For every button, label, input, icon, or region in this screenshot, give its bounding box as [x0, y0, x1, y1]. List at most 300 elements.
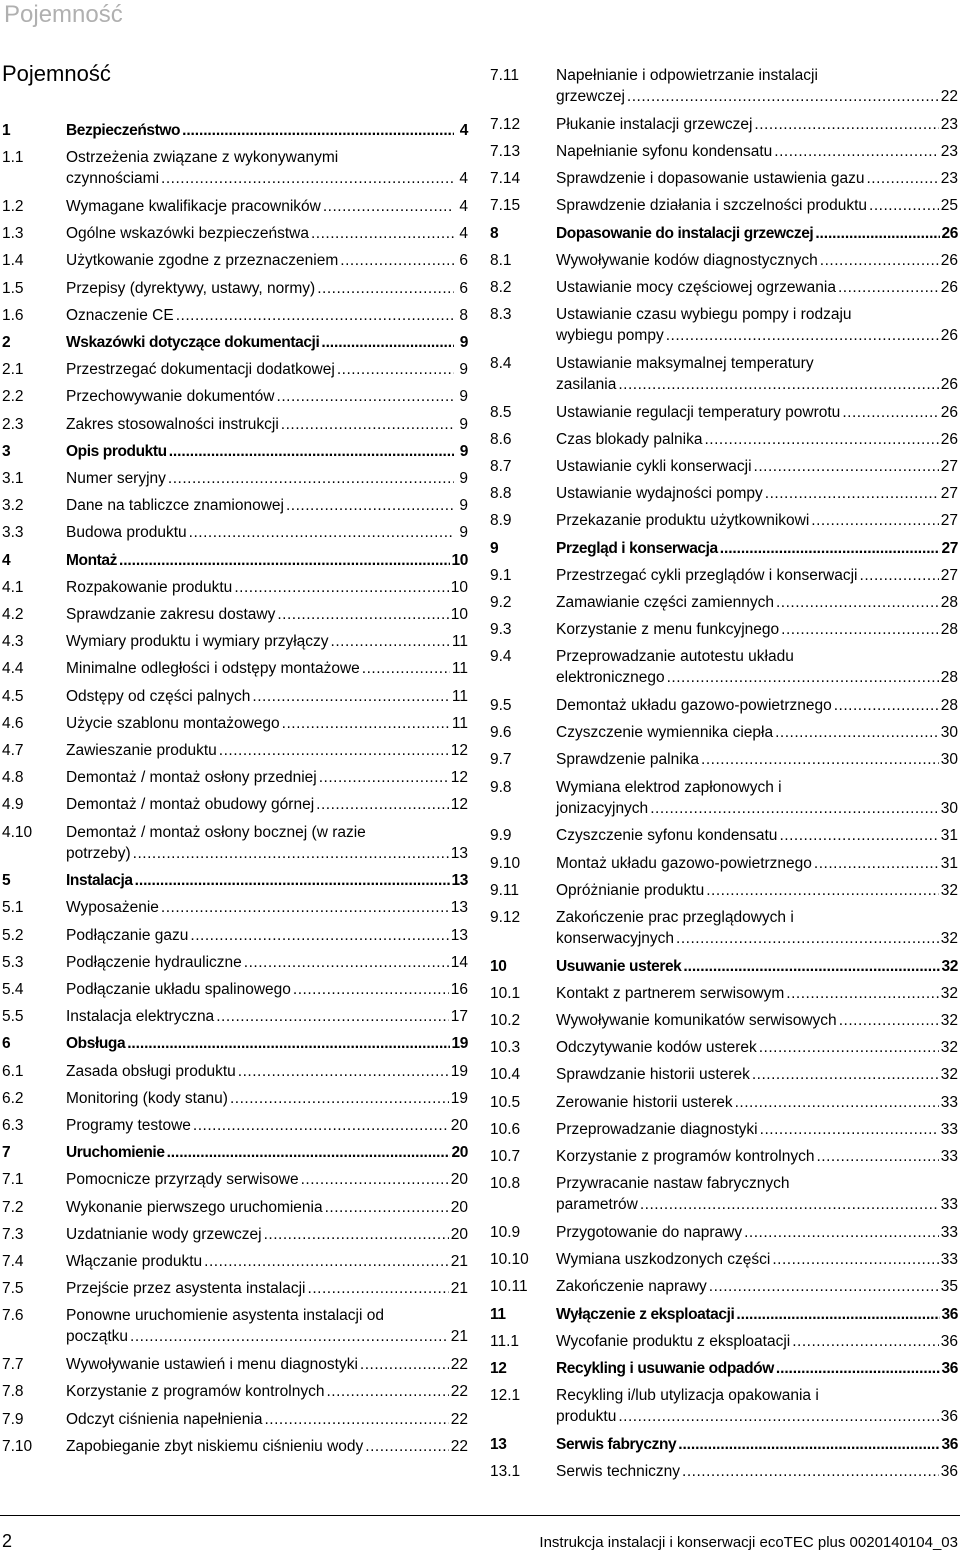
- toc-page-number: 11: [451, 687, 468, 705]
- dot-leader: [869, 195, 939, 216]
- dot-leader: [754, 114, 938, 135]
- toc-entry-number: 8.4: [490, 354, 512, 372]
- toc-entry-number: 3.2: [2, 497, 24, 515]
- dot-leader: [193, 1115, 449, 1136]
- toc-page-number: 32: [940, 929, 958, 947]
- dot-leader: [735, 1092, 939, 1113]
- document-title: Instrukcja instalacji i konserwacji ecoTEC plus 0020140104_03: [539, 1534, 958, 1551]
- toc-page-number: 13: [450, 899, 468, 917]
- dot-leader: [277, 386, 455, 407]
- toc-entry-title: Wymagane kwalifikacje pracowników: [66, 197, 321, 215]
- dot-leader: [127, 1033, 449, 1054]
- dot-leader: [860, 565, 939, 586]
- toc-entry-title: Wyposażenie: [66, 899, 159, 917]
- toc-entry-number: 4: [2, 551, 11, 569]
- toc-page-number: 13: [450, 926, 468, 944]
- toc-entry-title: Wywoływanie komunikatów serwisowych: [556, 1012, 837, 1029]
- toc-page-number: 11: [451, 633, 468, 651]
- toc-entry-title: Dane na tabliczce znamionowej: [66, 497, 284, 515]
- dot-leader: [316, 794, 449, 815]
- toc-page-number: 11: [451, 660, 468, 678]
- toc-entry-number: 9: [490, 539, 499, 557]
- toc-entry-title: Użycie szablonu montażowego: [66, 714, 280, 732]
- toc-entry-title: konserwacyjnych: [556, 929, 675, 947]
- toc-page-number: 33: [940, 1196, 958, 1214]
- toc-entry-number: 4.1: [2, 578, 24, 596]
- toc-page-number: 32: [940, 1012, 958, 1029]
- toc-page-number: 4: [459, 225, 468, 243]
- toc-entry-number: 7.13: [490, 142, 521, 160]
- dot-leader: [786, 983, 938, 1004]
- toc-entry-number: 7.1: [2, 1171, 24, 1189]
- toc-entry-number: 5: [2, 872, 11, 890]
- toc-entry-number: 10.11: [490, 1278, 528, 1296]
- dot-leader: [774, 141, 938, 162]
- toc-entry-number: 6: [2, 1035, 11, 1053]
- toc-page-number: 28: [940, 697, 958, 714]
- toc-page-number: 9: [459, 361, 468, 379]
- toc-entry-number: 4.8: [2, 769, 24, 787]
- toc-entry-title: Przechowywanie dokumentów: [66, 388, 275, 406]
- toc-page-number: 22: [450, 1356, 468, 1374]
- toc-entry-title: Przygotowanie do naprawy: [556, 1223, 743, 1241]
- dot-leader: [176, 305, 454, 326]
- dot-leader: [135, 870, 450, 891]
- toc-page-number: 20: [450, 1117, 468, 1134]
- toc-entry-title: Przegląd i konserwacja: [556, 539, 718, 557]
- dot-leader: [331, 631, 450, 652]
- toc-page-number: 36: [941, 1435, 958, 1453]
- dot-leader: [618, 374, 938, 395]
- toc-entry-title: początku: [66, 1328, 129, 1346]
- toc-entry-title: Wywoływanie kodów diagnostycznych: [556, 251, 818, 269]
- toc-entry-number: 7.8: [2, 1383, 24, 1401]
- toc-entry-number: 11.1: [490, 1332, 520, 1350]
- toc-entry-title: Ustawianie czasu wybiegu pompy i rodzaju: [556, 306, 852, 324]
- toc-entry-number: 9.10: [490, 854, 521, 872]
- toc-page-number: 30: [940, 724, 958, 742]
- toc-entry-number: 3.3: [2, 524, 24, 542]
- toc-entry-number: 4.4: [2, 660, 24, 678]
- toc-entry-number: 4.3: [2, 633, 24, 651]
- toc-page-number: 23: [940, 170, 958, 188]
- dot-leader: [779, 825, 938, 846]
- toc-entry-number: 1.6: [2, 306, 24, 324]
- toc-entry-title: Bezpieczeństwo: [66, 122, 181, 139]
- dot-leader: [776, 592, 939, 613]
- dot-leader: [701, 749, 939, 770]
- toc-entry-title: Budowa produktu: [66, 524, 187, 542]
- toc-page-number: 27: [940, 485, 958, 503]
- toc-page-number: 6: [459, 252, 468, 270]
- toc-page-number: 33: [940, 1120, 958, 1138]
- toc-entry-number: 12: [490, 1359, 507, 1377]
- toc-entry-title: Recykling i/lub utylizacja opakowania i: [556, 1387, 819, 1405]
- dot-leader: [752, 1064, 939, 1085]
- toc-entry-number: 10.3: [490, 1039, 521, 1057]
- toc-entry-title: Demontaż / montaż osłony bocznej (w razie: [66, 823, 366, 841]
- dot-leader: [167, 1142, 450, 1163]
- toc-entry-title: Odczyt ciśnienia napełnienia: [66, 1410, 263, 1428]
- toc-entry-title: Oznaczenie CE: [66, 306, 174, 324]
- toc-entry-title: Podłączanie gazu: [66, 926, 189, 944]
- dot-leader: [792, 1331, 939, 1352]
- toc-entry-number: 6.3: [2, 1117, 24, 1134]
- dot-leader: [317, 278, 454, 299]
- toc-entry-number: 10.6: [490, 1120, 521, 1138]
- toc-page-number: 27: [940, 457, 958, 475]
- dot-leader: [168, 468, 454, 489]
- toc-page-number: 26: [940, 327, 958, 345]
- dot-leader: [182, 120, 454, 141]
- toc-entry-title: grzewczej: [556, 88, 625, 105]
- toc-page-number: 36: [941, 1305, 958, 1323]
- dot-leader: [776, 1358, 940, 1379]
- toc-page-number: 23: [940, 142, 958, 160]
- toc-page-number: 4: [459, 170, 468, 188]
- toc-entry-title: Zakres stosowalności instrukcji: [66, 415, 279, 433]
- dot-leader: [234, 577, 448, 598]
- toc-page-number: 33: [940, 1148, 958, 1165]
- toc-entry-number: 7.14: [490, 170, 521, 188]
- toc-page-number: 32: [940, 1066, 958, 1084]
- toc-entry-title: Wywoływanie ustawień i menu diagnostyki: [66, 1356, 358, 1374]
- toc-entry-number: 10.5: [490, 1093, 521, 1111]
- toc-entry-title: Demontaż / montaż osłony przedniej: [66, 769, 317, 787]
- toc-entry-title: Uzdatnianie wody grzewczej: [66, 1225, 262, 1243]
- dot-leader: [282, 713, 450, 734]
- dot-leader: [706, 880, 939, 901]
- toc-entry-number: 10.2: [490, 1012, 521, 1029]
- toc-entry-title: Włączanie produktu: [66, 1253, 203, 1270]
- toc-entry-number: 5.4: [2, 981, 24, 998]
- dot-leader: [667, 667, 939, 688]
- dot-leader: [238, 1061, 449, 1082]
- toc-entry-number: 9.7: [490, 751, 512, 769]
- toc-entry-title: Programy testowe: [66, 1117, 191, 1134]
- toc-entry-title: Przejście przez asystenta instalacji: [66, 1280, 306, 1298]
- dot-leader: [640, 1194, 939, 1215]
- dot-leader: [216, 1006, 449, 1027]
- toc-page-number: 23: [940, 115, 958, 133]
- toc-entry-number: 9.3: [490, 621, 512, 639]
- toc-entry-number: 13.1: [490, 1463, 521, 1480]
- toc-entry-title: Przestrzegać cykli przeglądów i konserwacji: [556, 566, 858, 584]
- toc-page-number: 31: [940, 827, 958, 845]
- dot-leader: [362, 658, 450, 679]
- toc-entry-title: Czyszczenie syfonu kondensatu: [556, 827, 778, 845]
- dot-leader: [119, 550, 450, 571]
- toc-entry-title: Obsługa: [66, 1035, 126, 1053]
- dot-leader: [720, 538, 940, 559]
- toc-page-number: 12: [450, 741, 468, 759]
- dot-leader: [838, 277, 939, 298]
- toc-entry-number: 10.7: [490, 1148, 521, 1165]
- toc-page-number: 9: [459, 442, 468, 460]
- toc-entry-title: Korzystanie z programów kontrolnych: [66, 1383, 325, 1401]
- toc-entry-title: Uruchomienie: [66, 1144, 165, 1162]
- toc-page-number: 12: [450, 769, 468, 787]
- toc-page-number: 33: [940, 1223, 958, 1241]
- toc-page-number: 26: [940, 251, 958, 269]
- toc-entry-title: Zakończenie naprawy: [556, 1278, 707, 1296]
- toc-page-number: 36: [940, 1408, 958, 1426]
- dot-leader: [308, 1278, 449, 1299]
- dot-leader: [365, 1436, 449, 1457]
- toc-entry-number: 5.2: [2, 926, 24, 944]
- dot-leader: [326, 1381, 448, 1402]
- toc-entry-title: Recykling i usuwanie odpadów: [556, 1359, 774, 1377]
- toc-entry-title: Minimalne odległości i odstępy montażowe: [66, 660, 360, 678]
- toc-page-number: 35: [940, 1278, 958, 1296]
- toc-entry-number: 4.7: [2, 741, 24, 759]
- toc-page-number: 10: [450, 605, 468, 623]
- toc-entry-title: Ustawianie cykli konserwacji: [556, 457, 752, 475]
- toc-page-number: 4: [459, 197, 468, 215]
- toc-page-number: 32: [940, 881, 958, 899]
- toc-page-number: 19: [450, 1089, 468, 1107]
- dot-leader: [866, 168, 938, 189]
- toc-entry-title: Przekazanie produktu użytkownikowi: [556, 512, 810, 530]
- dot-leader: [627, 86, 939, 107]
- dot-leader: [744, 1222, 939, 1243]
- toc-page-number: 36: [940, 1463, 958, 1480]
- toc-page-number: 21: [450, 1280, 468, 1298]
- dot-leader: [709, 1276, 939, 1297]
- toc-entry-title: Wymiary produktu i wymiary przyłączy: [66, 633, 329, 651]
- toc-entry-number: 10.1: [490, 984, 521, 1002]
- dot-leader: [775, 722, 939, 743]
- toc-entry-title: Wskazówki dotyczące dokumentacji: [66, 333, 320, 351]
- toc-entry-title: Zasada obsługi produktu: [66, 1062, 236, 1080]
- toc-entry-title: Ustawianie maksymalnej temperatury: [556, 354, 814, 372]
- toc-entry-number: 7.2: [2, 1198, 24, 1216]
- toc-entry-number: 4.9: [2, 796, 24, 814]
- toc-page-number: 9: [459, 469, 468, 487]
- dot-leader: [161, 897, 449, 918]
- toc-page-number: 9: [459, 333, 468, 351]
- dot-leader: [650, 798, 939, 819]
- toc-entry-number: 9.6: [490, 724, 512, 742]
- toc-entry-number: 7.5: [2, 1280, 24, 1298]
- toc-entry-number: 7: [2, 1144, 11, 1162]
- toc-entry-number: 12.1: [490, 1387, 521, 1405]
- dot-leader: [704, 429, 938, 450]
- toc-page-number: 27: [941, 539, 958, 557]
- toc-entry-number: 1.1: [2, 149, 24, 167]
- dot-leader: [666, 325, 939, 346]
- toc-entry-number: 8.1: [490, 251, 512, 269]
- toc-entry-number: 8.9: [490, 512, 512, 530]
- toc-entry-title: Instalacja: [66, 872, 133, 890]
- toc-entry-title: Demontaż układu gazowo-powietrznego: [556, 697, 832, 714]
- toc-entry-number: 9.1: [490, 566, 512, 584]
- toc-entry-number: 7.3: [2, 1225, 24, 1243]
- toc-entry-number: 2.1: [2, 361, 24, 379]
- toc-entry-title: Ogólne wskazówki bezpieczeństwa: [66, 225, 309, 243]
- toc-page-number: 22: [450, 1383, 468, 1401]
- toc-page-number: 9: [459, 497, 468, 515]
- toc-entry-title: Sprawdzenie działania i szczelności produktu: [556, 197, 868, 215]
- running-header: [0, 0, 960, 36]
- toc-page-number: 9: [459, 415, 468, 433]
- dot-leader: [190, 925, 448, 946]
- toc-entry-title: Demontaż / montaż obudowy górnej: [66, 796, 315, 814]
- toc-entry-title: elektronicznego: [556, 669, 665, 687]
- dot-leader: [189, 522, 454, 543]
- toc-page-number: 8: [459, 306, 468, 324]
- toc-entry-title: Wyłączenie z eksploatacji: [556, 1305, 735, 1323]
- toc-entry-number: 1.3: [2, 225, 24, 243]
- toc-page-number: 28: [940, 593, 958, 611]
- dot-leader: [618, 1406, 938, 1427]
- toc-page-number: 32: [940, 1039, 958, 1057]
- dot-leader: [219, 740, 449, 761]
- toc-page-number: 26: [940, 375, 958, 393]
- dot-leader: [277, 604, 448, 625]
- toc-page-number: 33: [940, 1093, 958, 1111]
- toc-entry-title: Podłączenie hydrauliczne: [66, 953, 242, 971]
- toc-entry-title: Kontakt z partnerem serwisowym: [556, 984, 785, 1002]
- toc-entry-title: Zerowanie historii usterek: [556, 1093, 733, 1111]
- toc-entry-title: Napełnianie syfonu kondensatu: [556, 142, 773, 160]
- dot-leader: [325, 1197, 449, 1218]
- toc-entry-title: Odstępy od części palnych: [66, 687, 251, 705]
- toc-entry-title: Usuwanie usterek: [556, 957, 682, 975]
- toc-page-number: 22: [940, 88, 958, 105]
- toc-page-number: 20: [450, 1198, 468, 1216]
- toc-entry-title: Użytkowanie zgodne z przeznaczeniem: [66, 252, 339, 270]
- toc-entry-number: 1.4: [2, 252, 24, 270]
- toc-entry-title: Opis produktu: [66, 442, 167, 460]
- toc-entry-title: Pomocnicze przyrządy serwisowe: [66, 1171, 299, 1189]
- dot-leader: [204, 1251, 449, 1272]
- toc-entry-number: 2.2: [2, 388, 24, 406]
- toc-page-number: 9: [459, 388, 468, 406]
- dot-leader: [360, 1354, 449, 1375]
- toc-entry-number: 4.6: [2, 714, 24, 732]
- toc-page-number: 20: [450, 1171, 468, 1189]
- dot-leader: [736, 1304, 939, 1325]
- toc-entry-number: 9.12: [490, 908, 521, 926]
- dot-leader: [244, 952, 449, 973]
- toc-entry-title: Ustawianie wydajności pompy: [556, 485, 763, 503]
- toc-entry-title: Sprawdzenie i dopasowanie ustawienia gazu: [556, 170, 865, 188]
- toc-entry-title: Montaż: [66, 551, 117, 569]
- toc-entry-number: 7.4: [2, 1253, 24, 1270]
- dot-leader: [839, 1010, 939, 1031]
- toc-entry-number: 8.3: [490, 306, 512, 324]
- toc-page-number: 13: [450, 844, 468, 862]
- toc-entry-number: 6.2: [2, 1089, 24, 1107]
- dot-leader: [811, 510, 938, 531]
- dot-leader: [816, 1146, 938, 1167]
- toc-entry-title: Przestrzegać dokumentacji dodatkowej: [66, 361, 335, 379]
- toc-page-number: 16: [450, 981, 468, 998]
- dot-leader: [311, 223, 454, 244]
- toc-page-number: 10: [451, 551, 468, 569]
- dot-leader: [337, 359, 454, 380]
- toc-page-number: 22: [450, 1410, 468, 1428]
- toc-entry-number: 9.8: [490, 778, 512, 796]
- toc-entry-number: 2.3: [2, 415, 24, 433]
- toc-entry-title: zasilania: [556, 375, 617, 393]
- toc-page-number: 17: [450, 1008, 468, 1026]
- toc-entry-title: Wymiana elektrod zapłonowych i: [556, 778, 782, 796]
- dot-leader: [230, 1088, 449, 1109]
- toc-page-number: 31: [940, 854, 958, 872]
- toc-entry-title: Serwis fabryczny: [556, 1435, 677, 1453]
- dot-leader: [815, 223, 939, 244]
- dot-leader: [319, 767, 449, 788]
- toc-entry-number: 10: [490, 957, 507, 975]
- toc-page-number: 19: [450, 1062, 468, 1080]
- dot-leader: [772, 1249, 938, 1270]
- toc-page-number: 30: [940, 799, 958, 817]
- toc-entry-number: 5.1: [2, 899, 24, 917]
- toc-entry-title: Przeprowadzanie autotestu układu: [556, 648, 794, 666]
- toc-entry-number: 2: [2, 333, 11, 351]
- dot-leader: [676, 928, 939, 949]
- toc-entry-number: 7.11: [490, 67, 520, 84]
- toc-entry-number: 9.2: [490, 593, 512, 611]
- toc-page-number: 6: [459, 279, 468, 297]
- toc-page-number: 32: [940, 984, 958, 1002]
- dot-leader: [765, 483, 939, 504]
- toc-entry-title: Instalacja elektryczna: [66, 1008, 215, 1026]
- toc-entry-title: Wykonanie pierwszego uruchomienia: [66, 1198, 323, 1216]
- toc-entry-title: Sprawdzanie zakresu dostawy: [66, 605, 276, 623]
- toc-entry-title: Ustawianie mocy częściowej ogrzewania: [556, 278, 836, 296]
- toc-page-number: 13: [451, 872, 468, 890]
- toc-entry-number: 8.5: [490, 403, 512, 421]
- dot-leader: [834, 695, 939, 716]
- toc-entry-title: Zakończenie prac przeglądowych i: [556, 908, 794, 926]
- toc-page-number: 9: [459, 524, 468, 542]
- toc-entry-title: Rozpakowanie produktu: [66, 578, 233, 596]
- toc-entry-title: Czas blokady palnika: [556, 430, 703, 448]
- toc-entry-number: 9.11: [490, 881, 520, 899]
- toc-entry-title: Montaż układu gazowo-powietrznego: [556, 854, 812, 872]
- toc-page-number: 33: [940, 1251, 958, 1269]
- toc-entry-number: 5.3: [2, 953, 24, 971]
- dot-leader: [252, 686, 450, 707]
- toc-entry-title: Numer seryjny: [66, 469, 166, 487]
- footer-divider: [0, 1515, 960, 1516]
- toc-page-number: 32: [941, 957, 958, 975]
- dot-leader: [683, 956, 939, 977]
- toc-page-number: 27: [940, 566, 958, 584]
- toc-entry-number: 7.6: [2, 1307, 24, 1325]
- toc-entry-title: Przeprowadzanie diagnostyki: [556, 1120, 758, 1138]
- dot-leader: [781, 619, 939, 640]
- toc-page-number: 27: [940, 512, 958, 530]
- page-number: 2: [2, 1531, 13, 1551]
- toc-entry-title: Podłączanie układu spalinowego: [66, 981, 291, 998]
- toc-entry-number: 1.2: [2, 197, 24, 215]
- toc-page-number: 22: [450, 1437, 468, 1455]
- toc-entry-title: Zawieszanie produktu: [66, 741, 217, 759]
- toc-entry-number: 10.4: [490, 1066, 521, 1084]
- toc-page-number: 25: [940, 197, 958, 215]
- toc-page-number: 21: [450, 1328, 468, 1346]
- dot-leader: [820, 250, 939, 271]
- dot-leader: [759, 1037, 939, 1058]
- toc-entry-number: 9.9: [490, 827, 512, 845]
- toc-entry-number: 7.9: [2, 1410, 24, 1428]
- toc-entry-title: Ostrzeżenia związane z wykonywanymi: [66, 149, 339, 167]
- toc-entry-number: 5.5: [2, 1008, 24, 1026]
